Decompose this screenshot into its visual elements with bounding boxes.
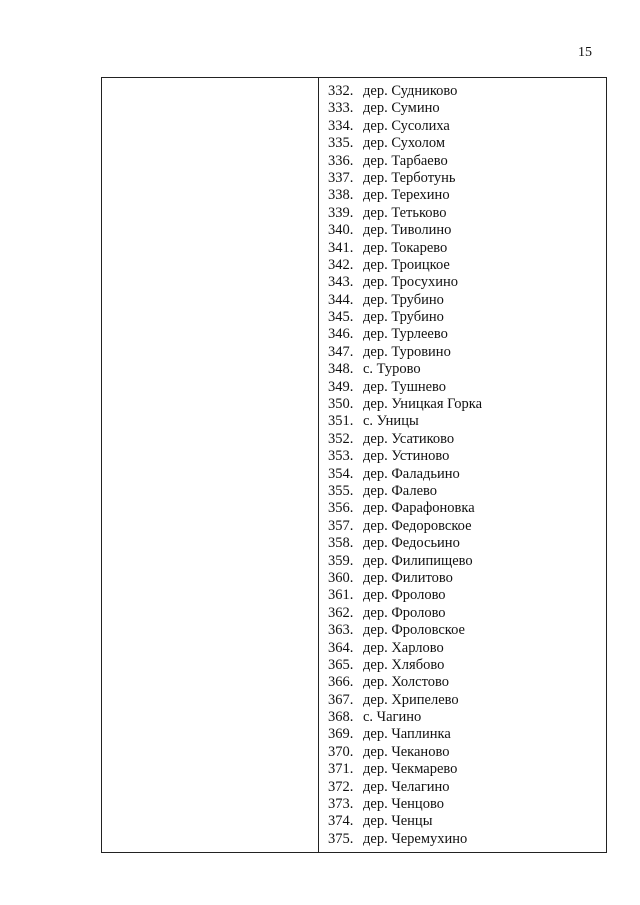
entry-number: 366. bbox=[328, 674, 354, 691]
entry-number: 347. bbox=[328, 343, 354, 360]
entry-number: 351. bbox=[328, 413, 354, 430]
list-item bbox=[328, 100, 606, 117]
entry-number: 345. bbox=[328, 309, 354, 326]
settlement-name: с. Уницы bbox=[363, 413, 419, 430]
list-item bbox=[328, 622, 606, 639]
list-item bbox=[328, 570, 606, 587]
entry-number: 374. bbox=[328, 813, 354, 830]
list-item bbox=[328, 779, 606, 796]
list-item bbox=[328, 187, 606, 204]
entry-number: 357. bbox=[328, 517, 354, 534]
settlement-name: дер. Филипищево bbox=[363, 552, 473, 569]
list-item bbox=[328, 396, 606, 413]
settlement-name: дер. Ченцово bbox=[363, 796, 444, 813]
settlement-name: дер. Терботунь bbox=[363, 169, 456, 186]
list-item bbox=[328, 413, 606, 430]
list-item bbox=[328, 518, 606, 535]
list-item bbox=[328, 483, 606, 500]
settlement-name: с. Турово bbox=[363, 361, 421, 378]
entry-number: 364. bbox=[328, 639, 354, 656]
settlement-name: дер. Челагино bbox=[363, 778, 450, 795]
list-item bbox=[328, 379, 606, 396]
entry-number: 342. bbox=[328, 256, 354, 273]
left-column-cell bbox=[102, 78, 318, 852]
list-item bbox=[328, 674, 606, 691]
list-item bbox=[328, 640, 606, 657]
entry-number: 359. bbox=[328, 552, 354, 569]
entry-number: 333. bbox=[328, 100, 354, 117]
settlement-name: дер. Чаплинка bbox=[363, 726, 451, 743]
entry-number: 372. bbox=[328, 778, 354, 795]
list-item bbox=[328, 153, 606, 170]
settlement-name: дер. Уницкая Горка bbox=[363, 396, 483, 413]
entry-number: 362. bbox=[328, 604, 354, 621]
settlement-name: дер. Хрипелево bbox=[363, 691, 459, 708]
entry-number: 349. bbox=[328, 378, 354, 395]
settlement-name: дер. Харлово bbox=[363, 639, 444, 656]
list-item bbox=[328, 257, 606, 274]
list-item bbox=[328, 761, 606, 778]
settlement-name: дер. Тетьково bbox=[363, 204, 447, 221]
list-item bbox=[328, 292, 606, 309]
list-item bbox=[328, 118, 606, 135]
right-column-cell bbox=[319, 78, 606, 852]
entry-number: 358. bbox=[328, 535, 354, 552]
list-item bbox=[328, 309, 606, 326]
list-item bbox=[328, 466, 606, 483]
settlement-name: дер. Федосьино bbox=[363, 535, 460, 552]
settlement-name: дер. Терехино bbox=[363, 187, 450, 204]
entry-number: 339. bbox=[328, 204, 354, 221]
entry-number: 350. bbox=[328, 396, 354, 413]
entry-number: 365. bbox=[328, 656, 354, 673]
settlement-name: дер. Федоровское bbox=[363, 517, 472, 534]
settlement-name: дер. Ченцы bbox=[363, 813, 433, 830]
list-item bbox=[328, 240, 606, 257]
list-item bbox=[328, 500, 606, 517]
settlement-name: с. Чагино bbox=[363, 709, 422, 726]
list-item bbox=[328, 813, 606, 830]
list-item bbox=[328, 170, 606, 187]
list-item bbox=[328, 796, 606, 813]
entry-number: 336. bbox=[328, 152, 354, 169]
settlement-name: дер. Сумино bbox=[363, 100, 440, 117]
settlement-name: дер. Тарбаево bbox=[363, 152, 448, 169]
entry-number: 353. bbox=[328, 448, 354, 465]
entry-number: 335. bbox=[328, 135, 354, 152]
settlement-name: дер. Чеканово bbox=[363, 743, 450, 760]
settlement-name: дер. Тиволино bbox=[363, 222, 452, 239]
list-item bbox=[328, 657, 606, 674]
entry-number: 375. bbox=[328, 830, 354, 847]
list-item bbox=[328, 83, 606, 100]
settlement-name: дер. Тушнево bbox=[363, 378, 447, 395]
list-item bbox=[328, 587, 606, 604]
settlement-name: дер. Трубино bbox=[363, 291, 444, 308]
list-item bbox=[328, 726, 606, 743]
list-item bbox=[328, 431, 606, 448]
entry-number: 341. bbox=[328, 239, 354, 256]
entry-number: 356. bbox=[328, 500, 354, 517]
list-item bbox=[328, 361, 606, 378]
settlement-name: дер. Туровино bbox=[363, 343, 451, 360]
settlement-name: дер. Фролово bbox=[363, 604, 446, 621]
list-item bbox=[328, 605, 606, 622]
entry-number: 370. bbox=[328, 743, 354, 760]
entry-number: 368. bbox=[328, 709, 354, 726]
entry-number: 354. bbox=[328, 465, 354, 482]
entry-number: 337. bbox=[328, 169, 354, 186]
entry-number: 346. bbox=[328, 326, 354, 343]
entry-number: 361. bbox=[328, 587, 354, 604]
list-item bbox=[328, 831, 606, 848]
settlement-name: дер. Трубино bbox=[363, 309, 444, 326]
settlement-name: дер. Фроловское bbox=[363, 622, 465, 639]
settlement-name: дер. Турлеево bbox=[363, 326, 448, 343]
entry-number: 355. bbox=[328, 482, 354, 499]
settlement-name: дер. Фалево bbox=[363, 482, 438, 499]
settlement-name: дер. Филитово bbox=[363, 569, 453, 586]
settlement-name: дер. Сусолиха bbox=[363, 117, 450, 134]
entry-number: 343. bbox=[328, 274, 354, 291]
settlement-list-table bbox=[101, 77, 607, 853]
list-item bbox=[328, 326, 606, 343]
list-item bbox=[328, 553, 606, 570]
entry-number: 340. bbox=[328, 222, 354, 239]
settlement-name: дер. Усатиково bbox=[363, 430, 455, 447]
list-item bbox=[328, 448, 606, 465]
settlement-name: дер. Фаладьино bbox=[363, 465, 460, 482]
page-number: 15 bbox=[578, 45, 592, 60]
entry-number: 332. bbox=[328, 83, 354, 99]
list-item bbox=[328, 135, 606, 152]
settlement-name: дер. Сухолом bbox=[363, 135, 446, 152]
list-item bbox=[328, 344, 606, 361]
settlement-name: дер. Судниково bbox=[363, 83, 458, 99]
settlement-name: дер. Тросухино bbox=[363, 274, 458, 291]
entry-number: 334. bbox=[328, 117, 354, 134]
list-item bbox=[328, 535, 606, 552]
settlement-list bbox=[319, 78, 606, 848]
list-item bbox=[328, 222, 606, 239]
list-item bbox=[328, 274, 606, 291]
entry-number: 338. bbox=[328, 187, 354, 204]
list-item bbox=[328, 709, 606, 726]
entry-number: 363. bbox=[328, 622, 354, 639]
list-item bbox=[328, 205, 606, 222]
settlement-name: дер. Фролово bbox=[363, 587, 446, 604]
entry-number: 360. bbox=[328, 569, 354, 586]
settlement-name: дер. Черемухино bbox=[363, 830, 468, 847]
entry-number: 367. bbox=[328, 691, 354, 708]
entry-number: 373. bbox=[328, 796, 354, 813]
entry-number: 371. bbox=[328, 761, 354, 778]
settlement-name: дер. Хлябово bbox=[363, 656, 445, 673]
entry-number: 352. bbox=[328, 430, 354, 447]
entry-number: 344. bbox=[328, 291, 354, 308]
settlement-name: дер. Холстово bbox=[363, 674, 449, 691]
settlement-name: дер. Чекмарево bbox=[363, 761, 458, 778]
settlement-name: дер. Фарафоновка bbox=[363, 500, 475, 517]
entry-number: 369. bbox=[328, 726, 354, 743]
entry-number: 348. bbox=[328, 361, 354, 378]
settlement-name: дер. Устиново bbox=[363, 448, 450, 465]
settlement-name: дер. Троицкое bbox=[363, 256, 450, 273]
list-item bbox=[328, 692, 606, 709]
list-item bbox=[328, 744, 606, 761]
settlement-name: дер. Токарево bbox=[363, 239, 448, 256]
